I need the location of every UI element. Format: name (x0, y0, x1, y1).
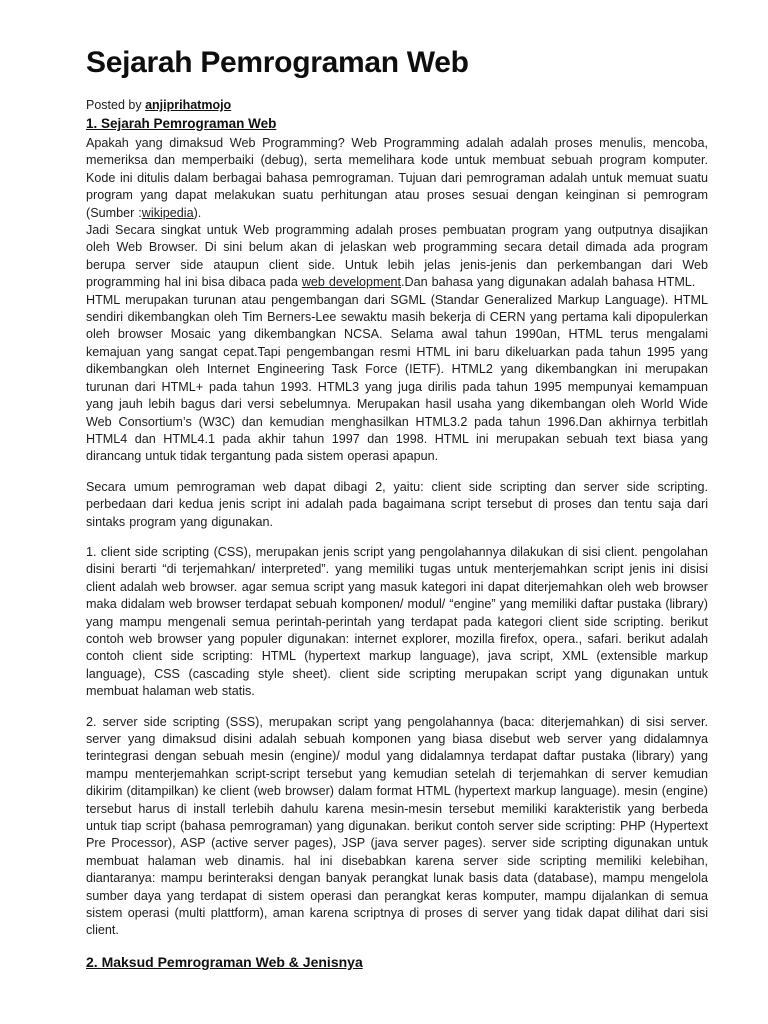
paragraph-text: Apakah yang dimaksud Web Programming? Web Programming adalah adalah proses menulis, mencoba, memeriksa dan memperbaiki (debug), serta memelihara kode untuk membuat sebuah program komputer. Kode ini ditulis dalam berbagai bahasa pemrograman. Tujuan dari pemrograman adalah untuk memuat suatu program yang dapat melakukan suatu perhitungan atau proses sesuai dengan keinginan si pemrogram (Sumber : (86, 136, 708, 220)
list-item-client-side-scripting: 1. client side scripting (CSS), merupakan jenis script yang pengolahannya dilakukan di sisi client. pengolahan disini berarti “di terjemahkan/ interpreted”. yang memiliki tugas untuk menterjemahkan script jenis ini disisi client adalah web browser. agar semua script yang masuk kategori ini dapat diterjemahkan oleh web browser maka didalam web browser terdapat sebuah komponen/ modul/ “engine” yang memiliki daftar pustaka (library) yang mampu mengenali semua perintah-perintah yang terdapat pada kategori client side scripting. berikut contoh web browser yang populer digunakan: internet explorer, mozilla firefox, opera., safari. berikut adalah contoh client side scripting: HTML (hypertext markup language), java script, XML (extensible markup language), CSS (cascading style sheet). client side scripting merupakan script yang digunakan untuk membuat halaman web statis. (86, 544, 708, 699)
page-title: Sejarah Pemrograman Web (86, 46, 469, 79)
section-1-heading: 1. Sejarah Pemrograman Web (86, 116, 277, 131)
wikipedia-link[interactable]: wikipedia (141, 205, 194, 220)
paragraph-text: ). (193, 205, 202, 220)
section-2-heading: 2. Maksud Pemrograman Web & Jenisnya (86, 953, 363, 970)
byline (86, 97, 708, 113)
web-development-link[interactable]: web development (301, 275, 402, 290)
list-item-server-side-scripting: 2. server side scripting (SSS), merupakan script yang pengolahannya (baca: diterjemahkan) di sisi server. server yang dimaksud disini adalah sebuah komponen yang biasa disebut web server yang didalamnya terintegrasi dengan sebuah mesin (engine)/ modul yang didalamnya terdapat daftar pustaka (library) yang mampu menterjemahkan script-script tersebut yang kemudian setelah di terjemahkan di server kemudian dikirim (ditampilkan) ke client (web browser) dalam format HTML (hypertext markup language). mesin (engine) tersebut harus di install terlebih dahulu karena mesin-mesin tersebut memiliki karakteristik yang berbeda untuk tiap script (bahasa pemrograman) yang digunakan. berikut contoh server side scripting: PHP (Hypertext Pre Processor), ASP (active server pages), JSP (java server pages). server side scripting digunakan untuk membuat halaman web dinamis. hal ini disebabkan karena server side scripting memiliki kelebihan, diantaranya: mampu berinteraksi dengan banyak perangkat lunak basis data (database), mampu mengelola sumber daya yang terdapat di sistem operasi dan perangkat keras komputer, mampu dijalankan di semua sistem operasi (multi plattform), aman karena scriptnya di proses di server yang tidak dapat dilihat dari sisi client. (86, 714, 708, 938)
paragraph-web-programming-definition (86, 135, 708, 222)
byline-prefix: Posted by (86, 98, 146, 112)
paragraph-html-history: HTML merupakan turunan atau pengembangan dari SGML (Standar Generalized Markup Language). HTML sendiri dikembangkan oleh Tim Berners-Lee sewaktu masih bekerja di CERN yang pertama kali dipopulerkan oleh browser Mosaic yang dikembangkan NCSA. Selama awal tahun 1990an, HTML terus mengalami kemajuan yang sangat cepat.Tapi pengembangan resmi HTML ini baru dikeluarkan pada tahun 1995 yang dikembangkan oleh Internet Engineering Task Force (IETF). HTML2 yang dikembangkan ini merupakan turunan dari HTML+ pada tahun 1993. HTML3 yang juga dirilis pada tahun 1995 mempunyai kemampuan yang jauh lebih bagus dari versi sebelumnya. Merupakan hasil usaha yang dikembangan oleh World Wide Web Consortium’s (W3C) dan kemudian menghasilkan HTML3.2 pada tahun 1996.Dan akhirnya terbitlah HTML4 dan HTML4.1 pada akhir tahun 1997 dan 1998. HTML ini merupakan sebuah text biasa yang dirancang untuk tidak tergantung pada sistem operasi apapun. (86, 292, 708, 464)
paragraph-scripting-overview: Secara umum pemrograman web dapat dibagi 2, yaitu: client side scripting dan server side scripting. perbedaan dari kedua jenis script ini adalah pada bagaimana script tersebut di proses dan tentu saja dari sintaks program yang digunakan. (86, 479, 708, 529)
paragraph-text: .Dan bahasa yang digunakan adalah bahasa HTML. (401, 275, 696, 290)
author-link[interactable]: anjiprihatmojo (145, 98, 232, 112)
paragraph-web-programming-summary (86, 222, 708, 292)
paragraph-text: Jadi Secara singkat untuk Web programming adalah proses pembuatan program yang outputnya disajikan oleh Web Browser. Di sini belum akan di jelaskan web programming secara detail dimada ada program berupa server side ataupun client side. Untuk lebih jelas jenis-jenis dan perkembangan dari Web programming hal ini bisa dibaca pada (86, 223, 708, 290)
